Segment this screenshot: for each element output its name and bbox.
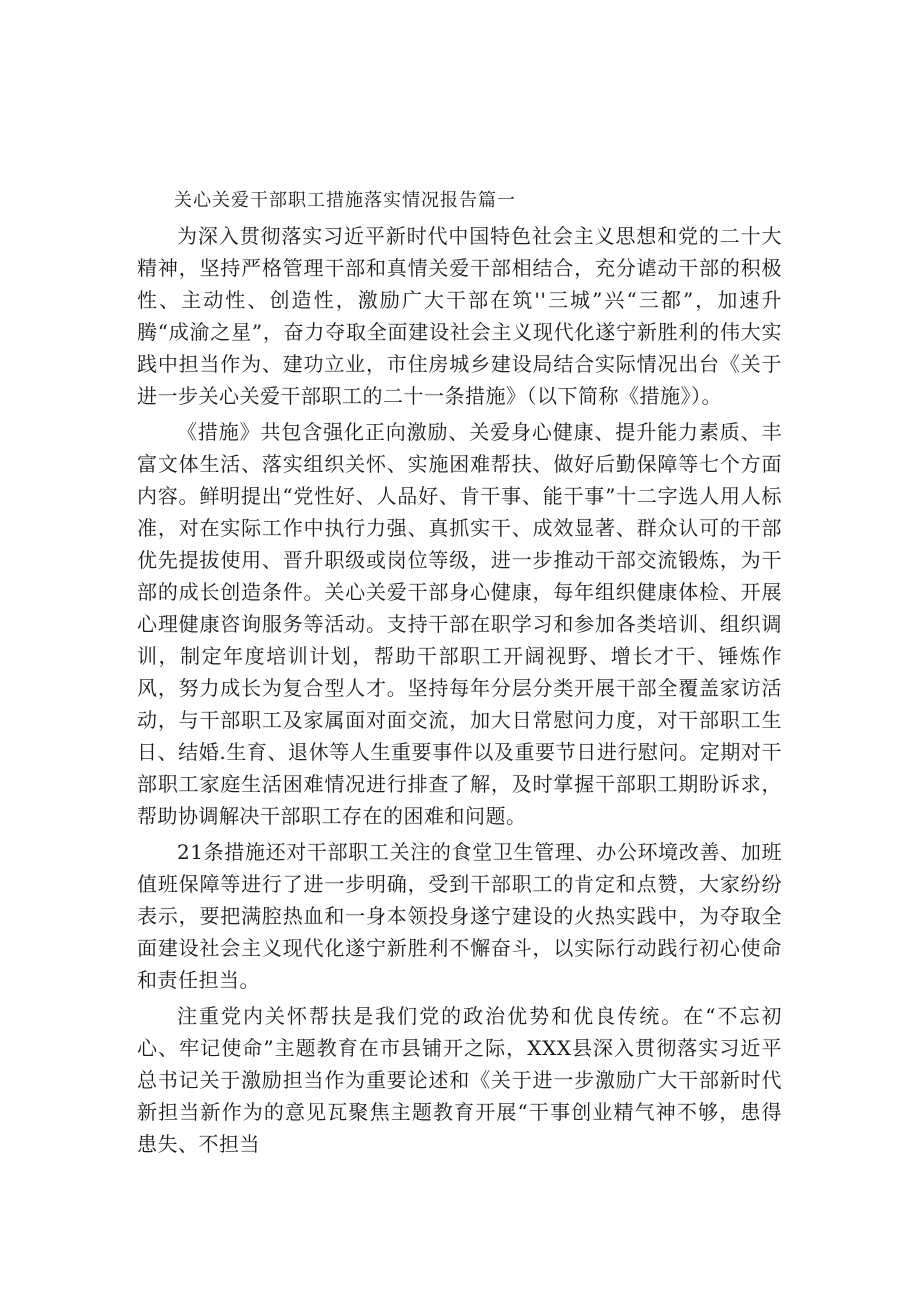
document-title: 关心关爱干部职工措施落实情况报告篇一: [174, 190, 516, 211]
paragraph-party-care: 注重党内关怀帮扶是我们党的政治优势和优良传统。在“不忘初心、牢记使命”主题教育在市县铺开之际，XXX县深入贯彻落实习近平总书记关于激励担当作为重要论述和《关于进一步激励广大干部新时代新担当新作为的意见瓦聚焦主题教育开展“干事创业精气神不够，患得患失、不担当: [137, 1004, 782, 1156]
paragraph-intro: 为深入贯彻落实习近平新时代中国特色社会主义思想和党的二十大精神，坚持严格管理干部和真情关爱干部相结合，充分谑动干部的积极性、主动性、创造性，激励广大干部在筑''三城”兴“三都”，加速升腾“成渝之星”，奋力夺取全面建设社会主义现代化遂宁新胜利的伟大实践中担当作为、建功立业，市住房城乡建设局结合实际情况出台《关于进一步关心关爱干部职工的二十一条措施》（以下简称《措施》）。: [137, 224, 782, 408]
paragraph-21-measures: 21条措施还对干部职工关注的食堂卫生管理、办公环境改善、加班值班保障等进行了进一步明确，受到干部职工的肯定和点赞，大家纷纷表示，要把满腔热血和一身本领投身遂宁建设的火热实践中，为夺取全面建设社会主义现代化遂宁新胜利不懈奋斗，以实际行动践行初心使命和责任担当。: [137, 840, 782, 992]
document-body: [137, 186, 782, 1160]
paragraph-measures-content: 《措施》共包含强化正向激励、关爱身心健康、提升能力素质、丰富文体生活、落实组织关怀、实施困难帮扶、做好后勤保障等七个方面内容。鲜明提出“党性好、人品好、肯干事、能干事”十二字选人用人标准，对在实际工作中执行力强、真抓实干、成效显著、群众认可的干部优先提拔使用、晋升职级或岗位等级，进一步推动干部交流锻炼，为干部的成长创造条件。关心关爱干部身心健康，每年组织健康体检、开展心理健康咨询服务等活动。支持干部在职学习和参加各类培训、组织调训，制定年度培训计划，帮助干部职工开阔视野、增长才干、锤炼作风，努力成长为复合型人才。坚持每年分层分类开展干部全覆盖家访活动，与干部职工及家属面对面交流，加大日常慰问力度，对干部职工生日、结婚.生育、退休等人生重要事件以及重要节日进行慰问。定期对干部职工家庭生活困难情况进行排查了解，及时掌握干部职工期盼诉求，帮助协调解决干部职工存在的困难和问题。: [137, 420, 782, 828]
